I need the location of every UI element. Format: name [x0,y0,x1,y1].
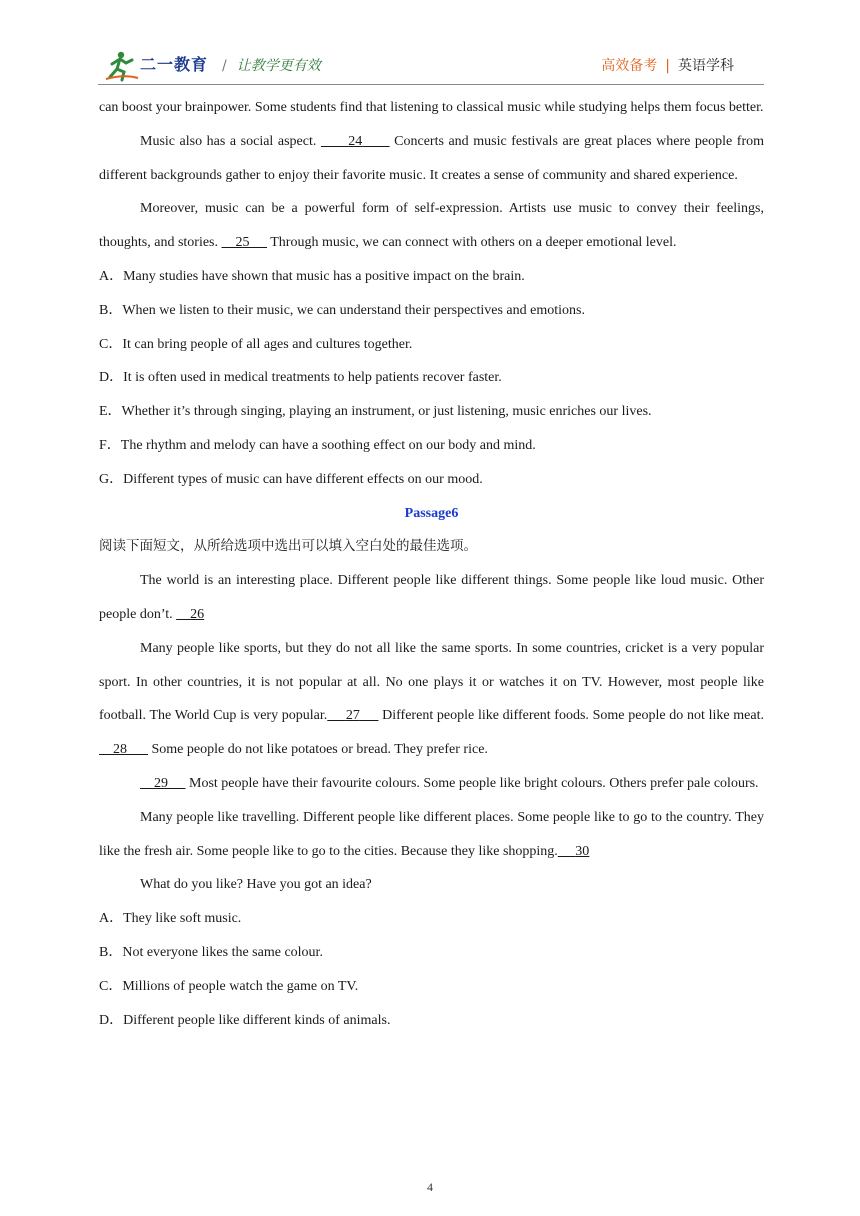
option-item: E．Whether it’s through singing, playing an instrument, or just listening, music enriches our lives. [99,404,652,420]
logo-text: 二一教育 [140,55,209,74]
option-item: D．Different people like different kinds of animals. [99,1012,391,1028]
passage5-paragraph-3: Moreover, music can be a powerful form of self-expression. Artists use music to convey their feelings, thoughts, and stories. 25 Through music, we can connect with others on a deeper emotional level. [99,201,764,251]
exam-tag: 高效备考 [601,58,658,74]
option-item: F．The rhythm and melody can have a soothing effect on our body and mind. [99,437,536,453]
blank-28: 28 [113,742,127,758]
option-item: B．When we listen to their music, we can understand their perspectives and emotions. [99,302,585,318]
blank-30: 30 [575,843,590,859]
passage6-paragraph-3: 29 Most people have their favourite colours. Some people like bright colours. Others prefer pale colours. [99,767,764,801]
passage6-paragraph-1: The world is an interesting place. Different people like different things. Some people like loud music. Other people don’t. 26 [99,573,764,622]
document-body [99,91,764,1037]
option-item: C．It can bring people of all ages and cultures together. [99,336,413,352]
option-item: D．It is often used in medical treatments to help patients recover faster. [99,370,502,386]
slogan: / 让教学更有效 [222,58,321,74]
instruction-text: 阅读下面短文，从所给选项中选出可以填入空白处的最佳选项。 [99,538,477,555]
option-item: G．Different types of music can have different effects on our mood. [99,471,483,487]
passage5-paragraph-1: can boost your brainpower. Some students find that listening to classical music while studying helps them focus better. [99,100,764,115]
passage5-paragraph-2: Music also has a social aspect. 24 Concerts and music festivals are great places where people from different backgrounds gather to enjoy their favorite music. It creates a sense of community and shared experience. [99,133,765,183]
blank-25: 25 [235,235,250,251]
option-item: A．Many studies have shown that music has a positive impact on the brain. [99,268,525,284]
option-item: A．They like soft music. [99,911,242,927]
passage-title: Passage6 [404,505,459,521]
page-number: 4 [427,1180,433,1194]
page-header [0,0,860,90]
passage6-paragraph-5: What do you like? Have you got an idea? [140,877,372,893]
passage6-paragraph-2: Many people like sports, but they do not all like the same sports. In some countries, cricket is a very popular sport. In other countries, it is not popular at all. No one plays it or watches it on TV. However, most people like football. The World Cup is very popular. 27 Different people like different foods. Some people do not like meat. 28 Some people do not like potatoes or bread. They prefer rice. [99,640,765,758]
option-item: C．Millions of people watch the game on TV. [99,978,359,994]
option-item: B．Not everyone likes the same colour. [99,944,323,960]
blank-26: 26 [190,606,205,622]
passage6-paragraph-4: Many people like travelling. Different people like different places. Some people like to go to the country. They like the fresh air. Some people like to go to the cities. Because they like shopping. 30 [99,809,764,859]
subject-tag: 英语学科 [678,58,734,74]
blank-27: 27 [345,708,360,724]
blank-29: 29 [154,775,168,791]
blank-24: 24 [348,133,363,149]
header-divider [98,84,764,85]
subject-tags: 高效备考 | 英语学科 [601,58,734,74]
